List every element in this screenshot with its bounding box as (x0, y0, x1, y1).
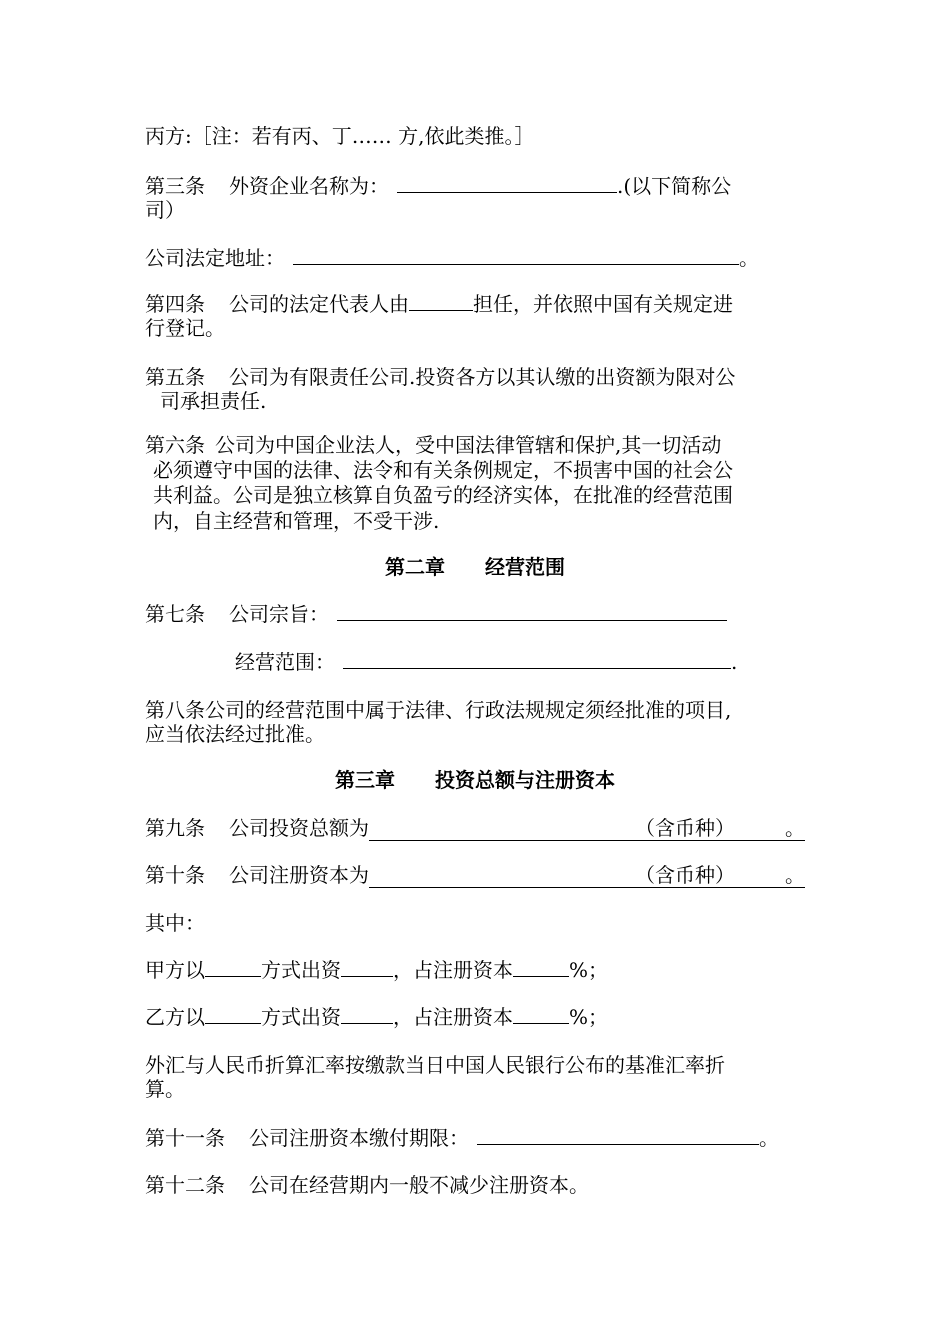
chapter-2-heading: 第二章 经营范围 (385, 555, 565, 579)
article-6-cont-2: 共利益。公司是独立核算自负盈亏的经济实体，在批准的经营范围 (153, 483, 733, 507)
party-b-method-blank (205, 1005, 261, 1024)
article-9-line (145, 816, 805, 841)
article-5-text: 公司为有限责任公司.投资各方以其认缴的出资额为限对公 (229, 365, 736, 389)
party-a-method-blank (205, 958, 261, 977)
article-12-number: 第十二条 (145, 1173, 225, 1197)
article-4-tail: 担任，并依照中国有关规定进 (473, 292, 733, 316)
article-3-line-2 (145, 198, 185, 222)
legal-address-line (145, 246, 759, 270)
article-6-number: 第六条 (145, 433, 205, 457)
article-12-text: 公司在经营期内一般不减少注册资本。 (249, 1173, 589, 1197)
party-c-line (145, 124, 534, 148)
party-a-amount-blank (341, 958, 393, 977)
article-6-line-4 (153, 509, 439, 533)
article-8-text: 第八条公司的经营范围中属于法律、行政法规规定须经批准的项目, (145, 698, 732, 722)
article-6-line (145, 433, 721, 457)
currency-note-2: （含币种） (635, 863, 735, 887)
business-scope-label: 经营范围： (235, 650, 335, 674)
company-purpose-label: 公司宗旨： (229, 602, 329, 626)
legal-address-label: 公司法定地址： (145, 246, 285, 270)
article-10-end: 。 (785, 863, 805, 887)
total-investment-blank (369, 816, 805, 841)
business-scope-blank (343, 650, 731, 669)
article-6-cont-1: 必须遵守中国的法律、法令和有关条例规定，不损害中国的社会公 (153, 458, 733, 482)
article-4-line (145, 292, 733, 316)
legal-address-blank (293, 246, 739, 265)
article-11-end: 。 (759, 1126, 779, 1150)
exchange-rate-line-2 (145, 1077, 185, 1101)
article-5-line-2 (160, 389, 266, 413)
article-8-line-2 (145, 722, 325, 746)
currency-note: （含币种） (635, 816, 735, 840)
party-b-contribution-line (145, 1005, 608, 1029)
article-3-tail: .(以下简称公 (617, 174, 732, 198)
registered-capital-label: 公司注册资本为 (229, 863, 369, 887)
article-3-label: 外资企业名称为： (229, 174, 389, 198)
registered-capital-blank (369, 863, 805, 888)
article-6-cont-3: 内，自主经营和管理，不受干涉. (153, 509, 440, 533)
article-4-cont: 行登记。 (145, 316, 225, 340)
party-a-contribution-line (145, 958, 608, 982)
party-b-percent-sign: %； (569, 1005, 609, 1029)
article-8-line (145, 698, 731, 722)
article-10-number: 第十条 (145, 863, 205, 887)
article-7-line (145, 602, 727, 626)
legal-address-end: 。 (739, 246, 759, 270)
payment-term-blank (477, 1126, 759, 1145)
article-12-line (145, 1173, 589, 1197)
article-11-line (145, 1126, 779, 1150)
legal-rep-blank (409, 292, 473, 311)
company-purpose-blank (337, 602, 727, 621)
exchange-rate-text: 外汇与人民币折算汇率按缴款当日中国人民银行公布的基准汇率折 (145, 1053, 725, 1077)
party-a-percent-sign: %； (569, 958, 609, 982)
party-c-text: 丙方:［注：若有丙、丁…… 方,依此类推。］ (145, 124, 535, 148)
article-3-number: 第三条 (145, 174, 205, 198)
business-scope-line (235, 650, 737, 674)
article-9-number: 第九条 (145, 816, 205, 840)
article-4-number: 第四条 (145, 292, 205, 316)
party-a-method-label: 方式出资 (261, 958, 341, 982)
exchange-rate-cont: 算。 (145, 1077, 185, 1101)
party-b-percent-blank (513, 1005, 569, 1024)
business-scope-end: . (731, 650, 738, 674)
article-9-end: 。 (785, 816, 805, 840)
party-b-share-label: ，占注册资本 (393, 1005, 513, 1029)
article-6-line-3 (153, 483, 733, 507)
party-a-percent-blank (513, 958, 569, 977)
article-3-line (145, 174, 731, 198)
party-b-method-label: 方式出资 (261, 1005, 341, 1029)
party-a-label: 甲方以 (145, 958, 205, 982)
article-5-cont: 司承担责任. (160, 389, 267, 413)
article-5-line (145, 365, 735, 389)
article-4-text: 公司的法定代表人由 (229, 292, 409, 316)
company-name-blank (397, 174, 617, 193)
total-investment-label: 公司投资总额为 (229, 816, 369, 840)
article-5-number: 第五条 (145, 365, 205, 389)
among-text: 其中： (145, 911, 205, 935)
article-11-number: 第十一条 (145, 1126, 225, 1150)
among-line (145, 911, 205, 935)
party-b-label: 乙方以 (145, 1005, 205, 1029)
chapter-3-heading: 第三章 投资总额与注册资本 (335, 768, 615, 792)
article-3-cont: 司） (145, 198, 185, 222)
article-7-number: 第七条 (145, 602, 205, 626)
article-8-cont: 应当依法经过批准。 (145, 722, 325, 746)
article-6-line-2 (153, 458, 733, 482)
article-4-line-2 (145, 316, 225, 340)
party-a-share-label: ，占注册资本 (393, 958, 513, 982)
exchange-rate-line (145, 1053, 725, 1077)
party-b-amount-blank (341, 1005, 393, 1024)
payment-term-label: 公司注册资本缴付期限： (249, 1126, 469, 1150)
article-10-line (145, 863, 805, 888)
article-6-text: 公司为中国企业法人，受中国法律管辖和保护,其一切活动 (215, 433, 722, 457)
